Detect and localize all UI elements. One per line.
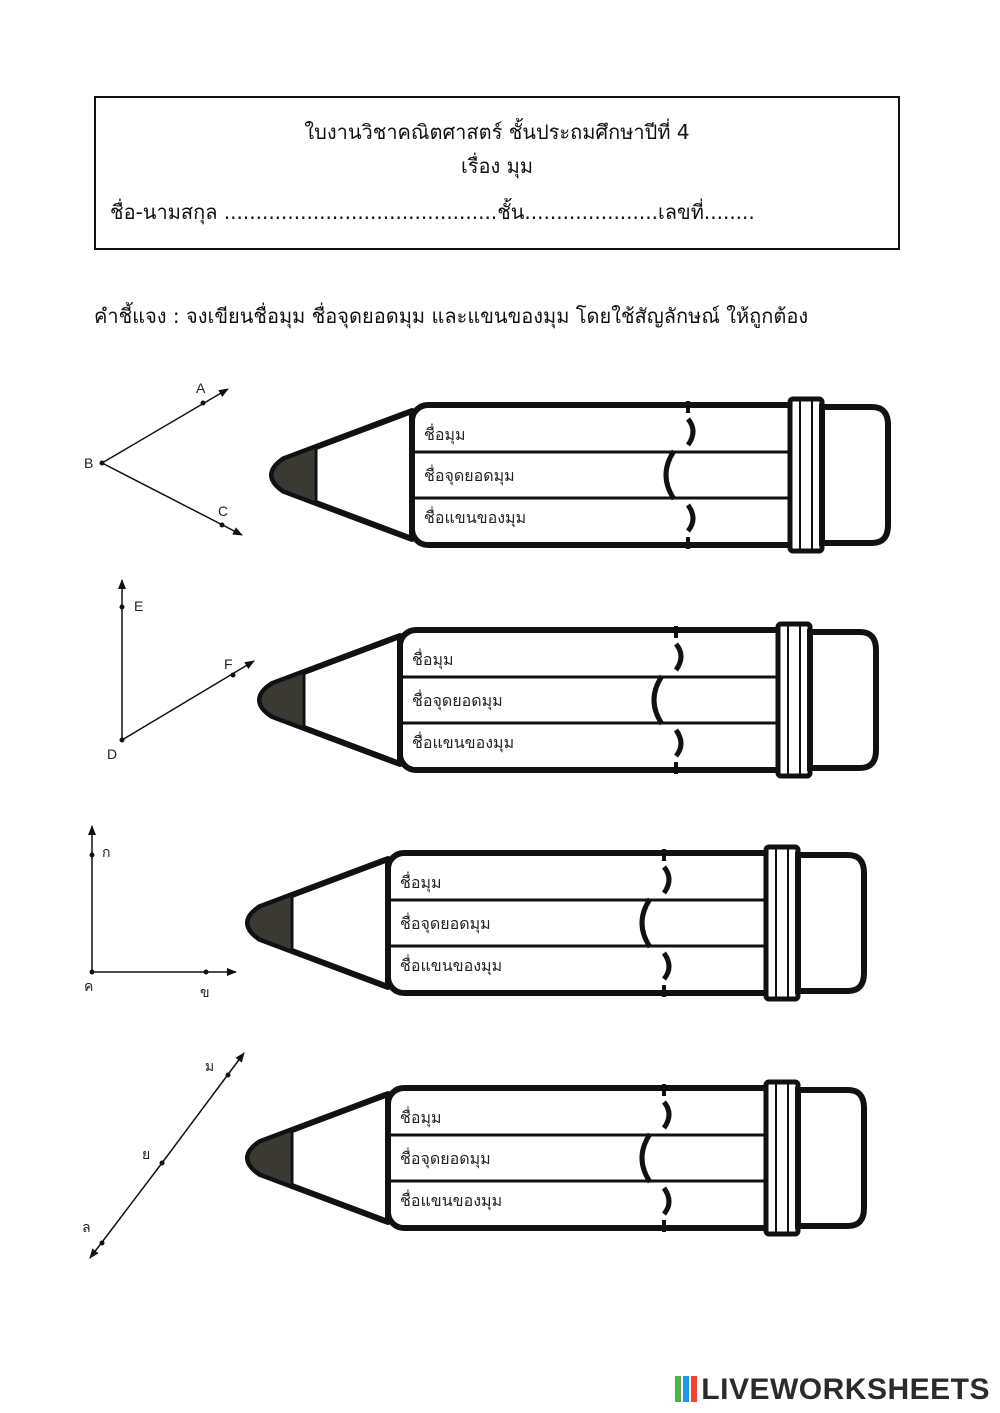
point-label: E xyxy=(134,598,144,614)
liveworksheets-logo xyxy=(675,1373,990,1407)
vertex-name-field[interactable]: ชื่อจุดยอดมุม xyxy=(400,1149,491,1168)
worksheet-title: ใบงานวิชาคณิตศาสตร์ ชั้นประถมศึกษาปีที่ 4 xyxy=(304,120,690,144)
vertex-name-field[interactable]: ชื่อจุดยอดมุม xyxy=(424,466,515,485)
angle-figure-4 xyxy=(82,1053,244,1258)
angle-name-field[interactable]: ชื่อมุม xyxy=(400,1108,442,1127)
angle-name-field[interactable]: ชื่อมุม xyxy=(424,425,466,444)
brand-name: LIVEWORKSHEETS xyxy=(701,1373,990,1406)
angle-name-field[interactable]: ชื่อมุม xyxy=(400,873,442,892)
point-label: C xyxy=(218,503,229,519)
pencil-answer-card-2 xyxy=(260,624,876,776)
vertex-label: B xyxy=(84,455,94,471)
angle-name-field[interactable]: ชื่อมุม xyxy=(412,650,454,669)
point-label: ล xyxy=(82,1219,91,1235)
liveworksheets-icon xyxy=(675,1376,697,1402)
vertex-name-field[interactable]: ชื่อจุดยอดมุม xyxy=(412,691,503,710)
arms-name-field[interactable]: ชื่อแขนของมุม xyxy=(400,956,503,975)
pencil-answer-card-1 xyxy=(272,399,888,551)
angle-figure-1 xyxy=(84,380,242,535)
point-label: ข xyxy=(200,984,210,1000)
vertex-label: ค xyxy=(84,978,94,994)
arms-name-field[interactable]: ชื่อแขนของมุม xyxy=(400,1191,503,1210)
pencil-answer-card-4 xyxy=(248,1082,864,1234)
pencil-answer-card-3 xyxy=(248,847,864,999)
vertex-label: ย xyxy=(142,1146,151,1162)
angle-figure-2 xyxy=(107,580,254,762)
vertex-label: D xyxy=(107,746,118,762)
arms-name-field[interactable]: ชื่อแขนของมุม xyxy=(412,733,515,752)
point-label: ม xyxy=(205,1058,215,1074)
arms-name-field[interactable]: ชื่อแขนของมุม xyxy=(424,508,527,527)
instructions: คำชี้แจง : จงเขียนชื่อมุม ชื่อจุดยอดมุม และแขนของมุม โดยใช้สัญลักษณ์ ให้ถูกต้อง xyxy=(94,304,809,328)
point-label: F xyxy=(224,656,233,672)
worksheet-topic: เรื่อง มุม xyxy=(460,154,534,178)
point-label: ก xyxy=(102,844,111,860)
point-label: A xyxy=(196,380,206,396)
student-info-line: ชื่อ-นามสกุล ...........................................ชั้น.....................เลขที่........ xyxy=(110,200,755,224)
angle-figure-3 xyxy=(84,826,236,1000)
vertex-name-field[interactable]: ชื่อจุดยอดมุม xyxy=(400,914,491,933)
